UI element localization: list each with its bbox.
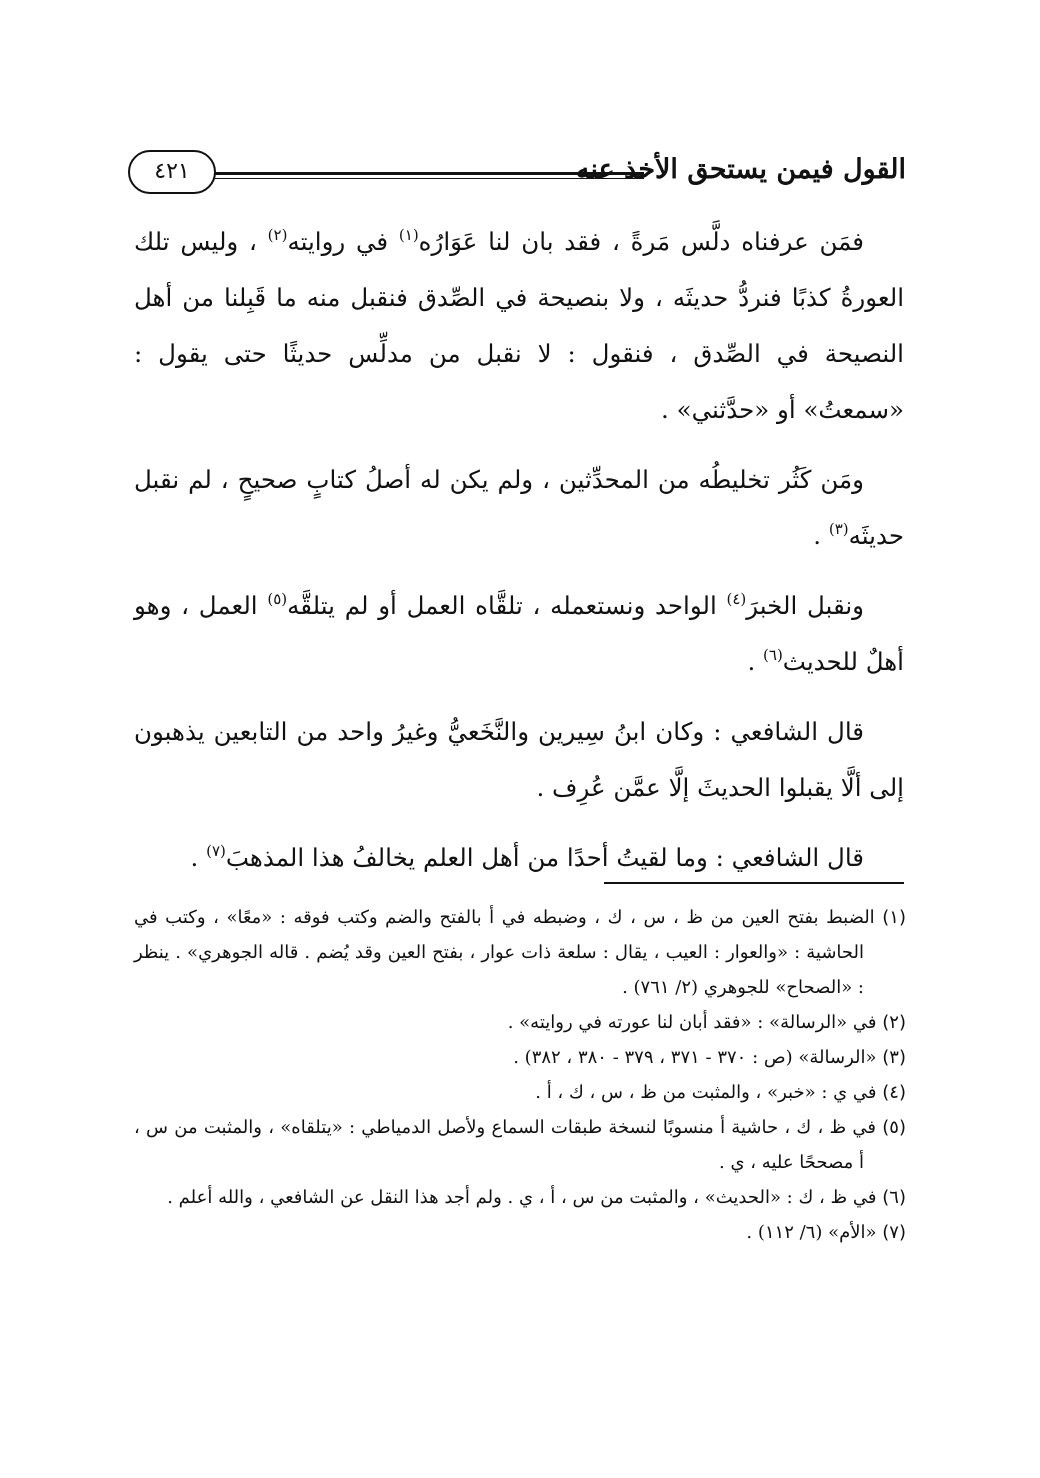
footnote-number: (٧) bbox=[882, 1222, 906, 1243]
footnote-ref: (٢) bbox=[267, 226, 288, 244]
footnote-text: في ظ ، ك : «الحديث» ، والمثبت من س ، أ ، ي . ولم أجد هذا النقل عن الشافعي ، والله أعلم . bbox=[167, 1187, 877, 1208]
text-run: الواحد ونستعمله ، تلقَّاه العمل أو لم يتلقَّه bbox=[287, 591, 727, 620]
paragraph bbox=[134, 704, 904, 816]
header-rule bbox=[206, 172, 644, 175]
footnote bbox=[134, 1180, 906, 1215]
footnote bbox=[134, 1215, 906, 1250]
text-run: فمَن عرفناه دلَّس مَرةً ، فقد بان لنا عَوَارُه bbox=[418, 227, 865, 256]
footnote-number: (٢) bbox=[882, 1012, 906, 1033]
footnote bbox=[134, 1075, 906, 1110]
footnote-text: في «الرسالة» : «فقد أبان لنا عورته في روايته» . bbox=[507, 1012, 877, 1033]
text-run: . bbox=[190, 843, 207, 872]
footnotes bbox=[134, 900, 906, 1250]
footnote bbox=[134, 1005, 906, 1040]
main-text bbox=[134, 214, 904, 900]
footnote bbox=[134, 1110, 906, 1180]
text-run: قال الشافعي : وما لقيتُ أحدًا من أهل العلم يخالفُ هذا المذهبَ bbox=[225, 843, 864, 872]
footnote-number: (٤) bbox=[882, 1082, 906, 1103]
footnote-text: «الرسالة» (ص : ٣٧٠ - ٣٧١ ، ٣٧٩ - ٣٨٠ ، ٣٨٢) . bbox=[513, 1047, 877, 1068]
page-number: ٤٢١ bbox=[128, 150, 216, 194]
text-run: . bbox=[813, 521, 829, 550]
footnote-ref: (٧) bbox=[206, 842, 226, 860]
footnote bbox=[134, 900, 906, 1005]
footnote-text: في ظ ، ك ، حاشية أ منسوبًا لنسخة طبقات السماع ولأصل الدمياطي : «يتلقاه» ، والمثبت من س ، أ مصححًا عليه ، ي . bbox=[134, 1117, 877, 1173]
footnote-separator bbox=[604, 882, 904, 884]
footnote-number: (١) bbox=[882, 907, 906, 928]
text-run: العمل ، وهو أهلٌ للحديث bbox=[134, 591, 904, 676]
text-run: في روايته bbox=[287, 227, 399, 256]
running-title: القول فيمن يستحق الأخذ عنه bbox=[576, 154, 906, 185]
page-header bbox=[128, 150, 906, 204]
footnote-number: (٦) bbox=[882, 1187, 906, 1208]
text-run: ، وليس تلك العورةُ كذبًا فنردُّ حديثَه ، ولا بنصيحة في الصِّدق فنقبل منه ما قَبِلنا من أهل النصيحة في الصِّدق ، فنقول : لا نقبل من مدلِّس حديثًا حتى يقول : «سمعتُ» أو «حدَّثني» . bbox=[134, 227, 904, 424]
footnote-text: «الأم» (٦/ ١١٢) . bbox=[746, 1222, 877, 1243]
footnote-ref: (٣) bbox=[828, 520, 849, 538]
text-run: ومَن كَثُر تخليطُه من المحدِّثين ، ولم يكن له أصلُ كتابٍ صحيحٍ ، لم نقبل حديثَه bbox=[134, 465, 904, 550]
footnote-ref: (٥) bbox=[267, 590, 288, 608]
header-rule-thin bbox=[206, 178, 644, 179]
footnote-ref: (٤) bbox=[726, 590, 747, 608]
footnote-number: (٥) bbox=[882, 1117, 906, 1138]
footnote-ref: (٦) bbox=[763, 646, 783, 664]
text-run: . bbox=[747, 647, 764, 676]
footnote-ref: (١) bbox=[398, 226, 419, 244]
footnote-text: الضبط بفتح العين من ظ ، س ، ك ، وضبطه في أ بالفتح والضم وكتب فوقه : «معًا» ، وكتب في الحاشية : «والعوار : العيب ، يقال : سلعة ذات عوار ، بفتح العين وقد يُضم . قاله الجوهري» . ينظر : «الصحاح» للجوهري (٢/ ٧٦١) . bbox=[134, 907, 875, 998]
paragraph bbox=[134, 830, 904, 886]
text-run: ونقبل الخبرَ bbox=[746, 591, 864, 620]
paragraph bbox=[134, 578, 904, 690]
footnote-number: (٣) bbox=[882, 1047, 906, 1068]
footnote bbox=[134, 1040, 906, 1075]
paragraph bbox=[134, 452, 904, 564]
footnote-text: في ي : «خبر» ، والمثبت من ظ ، س ، ك ، أ . bbox=[535, 1082, 877, 1103]
text-run: قال الشافعي : وكان ابنُ سِيرين والنَّخَعيُّ وغيرُ واحد من التابعين يذهبون إلى ألَّا يقبلوا الحديثَ إلَّا عمَّن عُرِف . bbox=[134, 717, 904, 802]
paragraph bbox=[134, 214, 904, 438]
